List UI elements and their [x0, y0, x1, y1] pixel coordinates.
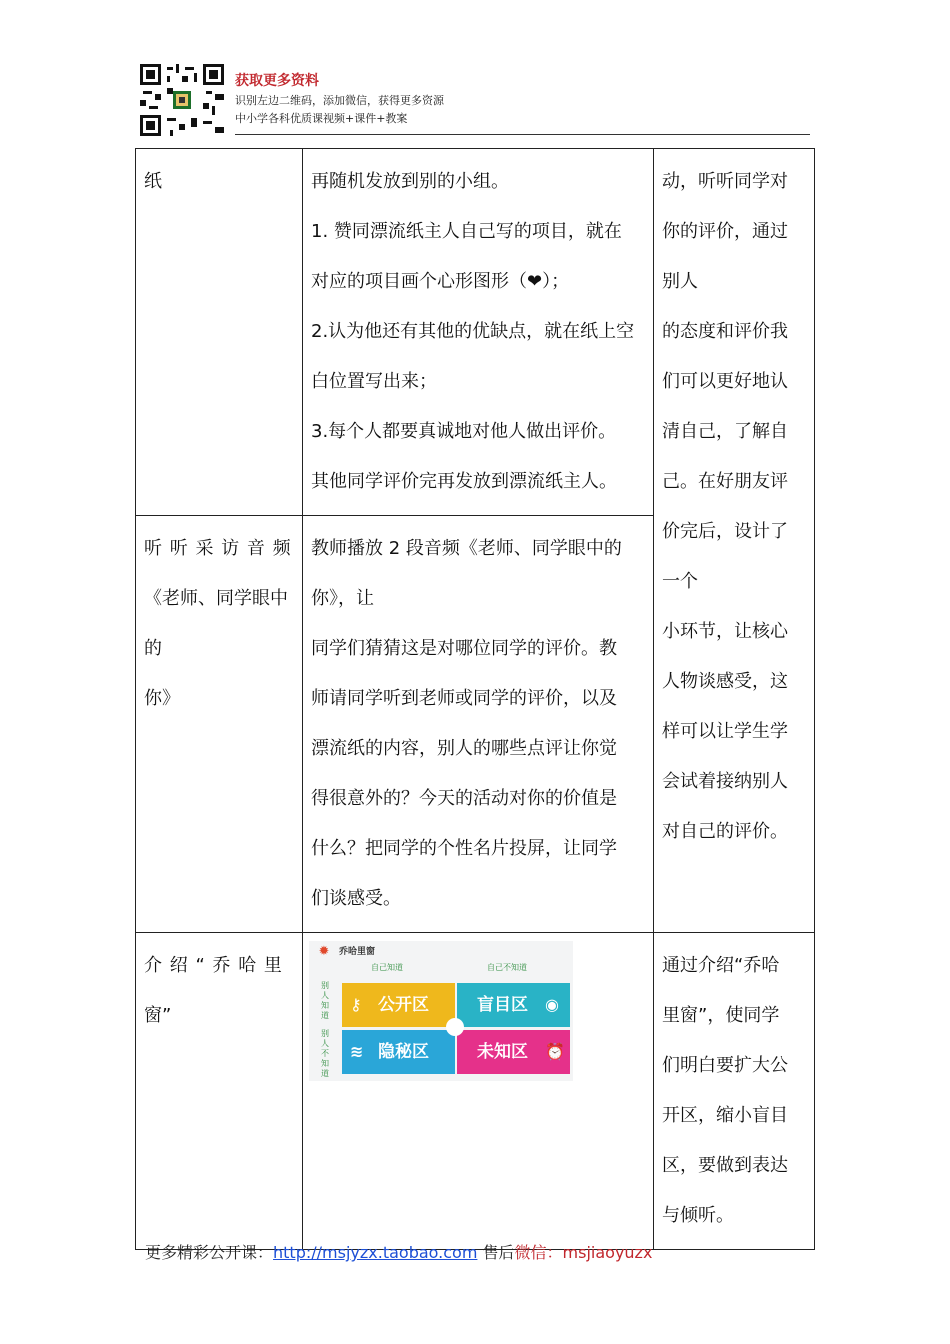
table-cell	[654, 933, 815, 1250]
cell-text: 别人	[662, 271, 698, 292]
footer-prefix: 更多精彩公开课：	[145, 1243, 274, 1262]
quadrant-label: 未知区	[477, 1042, 528, 1062]
cell-text: 己。在好朋友评	[662, 471, 788, 492]
cell-text: 你》	[144, 688, 180, 709]
table-cell	[136, 149, 303, 516]
cell-text: 1. 赞同漂流纸主人自己写的项目，就在	[311, 221, 622, 242]
cell-text: 区，要做到表达	[662, 1155, 788, 1176]
cell-text: 《老师、同学眼中	[144, 588, 288, 609]
cell-text: 其他同学评价完再发放到漂流纸主人。	[311, 471, 617, 492]
cell-text: 清自己，了解自	[662, 421, 788, 442]
cell-text: 样可以让学生学	[662, 721, 788, 742]
alarm-clock-icon: ⏰	[545, 1042, 565, 1061]
footer	[145, 1243, 652, 1263]
johari-title: 乔哈里窗	[339, 947, 376, 957]
center-dot	[446, 1018, 464, 1036]
cell-text: 漂流纸的内容，别人的哪些点评让你觉	[311, 738, 617, 759]
banner-subtitle: 识别左边二维码，添加微信，获得更多资源	[235, 94, 444, 107]
cell-text: 的态度和评价我	[662, 321, 788, 342]
cell-text: 动，听听同学对	[662, 171, 788, 192]
layers-icon: ≋	[350, 1042, 364, 1061]
sun-icon: ✹	[318, 944, 330, 959]
table-cell-merged	[654, 149, 815, 933]
table-cell	[303, 149, 654, 516]
cell-text: 通过介绍“乔哈	[662, 955, 780, 976]
cell-text: 小环节，让核心	[662, 621, 788, 642]
cell-text: 2.认为他还有其他的优缺点，就在纸上空	[311, 321, 635, 342]
cell-text: 人物谈感受，这	[662, 671, 788, 692]
qr-code-icon	[140, 64, 224, 136]
cell-text: 3.每个人都要真诚地对他人做出评价。	[311, 421, 617, 442]
cell-text: 会试着接纳别人	[662, 771, 788, 792]
row-label-unknown: 别人不知道	[321, 1029, 329, 1078]
table-cell	[303, 933, 654, 1250]
column-label-unknown: 自己不知道	[487, 963, 527, 972]
quadrant-label: 隐秘区	[378, 1042, 429, 1062]
quadrant-hidden	[342, 1030, 455, 1074]
cell-text: 价完后，设计了	[662, 521, 788, 542]
cell-text: 同学们猜猜这是对哪位同学的评价。教	[311, 638, 617, 659]
divider	[235, 134, 810, 135]
column-label-known: 自己知道	[371, 963, 403, 972]
wechat-id: msjiaoyuzx	[562, 1243, 653, 1262]
cell-text: 与倾听。	[662, 1205, 734, 1226]
cell-text: 教师播放 2 段音频《老师、同学眼中的	[311, 538, 622, 559]
quadrant-unknown	[457, 1030, 570, 1074]
cell-text: 介 绍 “ 乔 哈 里	[144, 955, 283, 976]
table-cell	[136, 516, 303, 933]
cell-text: 们明白要扩大公	[662, 1055, 788, 1076]
table-cell	[136, 933, 303, 1250]
cell-text: 听 听 采 访 音 频	[144, 538, 292, 559]
cell-text: 窗”	[144, 1005, 172, 1026]
cell-text: 对应的项目画个心形图形（❤）；	[311, 271, 570, 292]
cell-text: 你》，让	[311, 588, 374, 609]
cell-text: 师请同学听到老师或同学的评价，以及	[311, 688, 617, 709]
cell-text: 一个	[662, 571, 698, 592]
table-cell	[303, 516, 654, 933]
cell-text: 纸	[144, 171, 162, 192]
cell-text: 对自己的评价。	[662, 821, 788, 842]
cell-text: 们可以更好地认	[662, 371, 788, 392]
cell-text: 你的评价，通过	[662, 221, 788, 242]
quadrant-label: 公开区	[378, 995, 429, 1015]
johari-window-image	[309, 941, 573, 1081]
cell-text: 里窗”，使同学	[662, 1005, 780, 1026]
table-row	[136, 933, 815, 1250]
cell-text: 们谈感受。	[311, 888, 401, 909]
wechat-label: 微信：	[514, 1243, 563, 1262]
header-banner	[140, 62, 810, 138]
cell-text: 再随机发放到别的小组。	[311, 171, 509, 192]
banner-tagline: 中小学各科优质课视频+课件+教案	[235, 112, 408, 125]
footer-after: 售后	[477, 1243, 515, 1262]
cell-text: 的	[144, 638, 162, 659]
banner-title: 获取更多资料	[235, 73, 319, 89]
cell-text: 什么？把同学的个性名片投屏，让同学	[311, 838, 617, 859]
row-label-known: 别人知道	[321, 981, 329, 1020]
cell-text: 开区，缩小盲目	[662, 1105, 788, 1126]
eye-icon: ◉	[545, 995, 559, 1014]
taobao-link[interactable]: http://msjyzx.taobao.com	[273, 1243, 478, 1262]
key-icon: ⚷	[350, 995, 362, 1014]
quadrant-label: 盲目区	[477, 995, 528, 1015]
cell-text: 得很意外的？今天的活动对你的价值是	[311, 788, 617, 809]
cell-text: 白位置写出来；	[311, 371, 437, 392]
quadrant-open	[342, 983, 455, 1027]
lesson-table	[135, 148, 815, 1250]
table-row	[136, 149, 815, 516]
quadrant-blind	[457, 983, 570, 1027]
